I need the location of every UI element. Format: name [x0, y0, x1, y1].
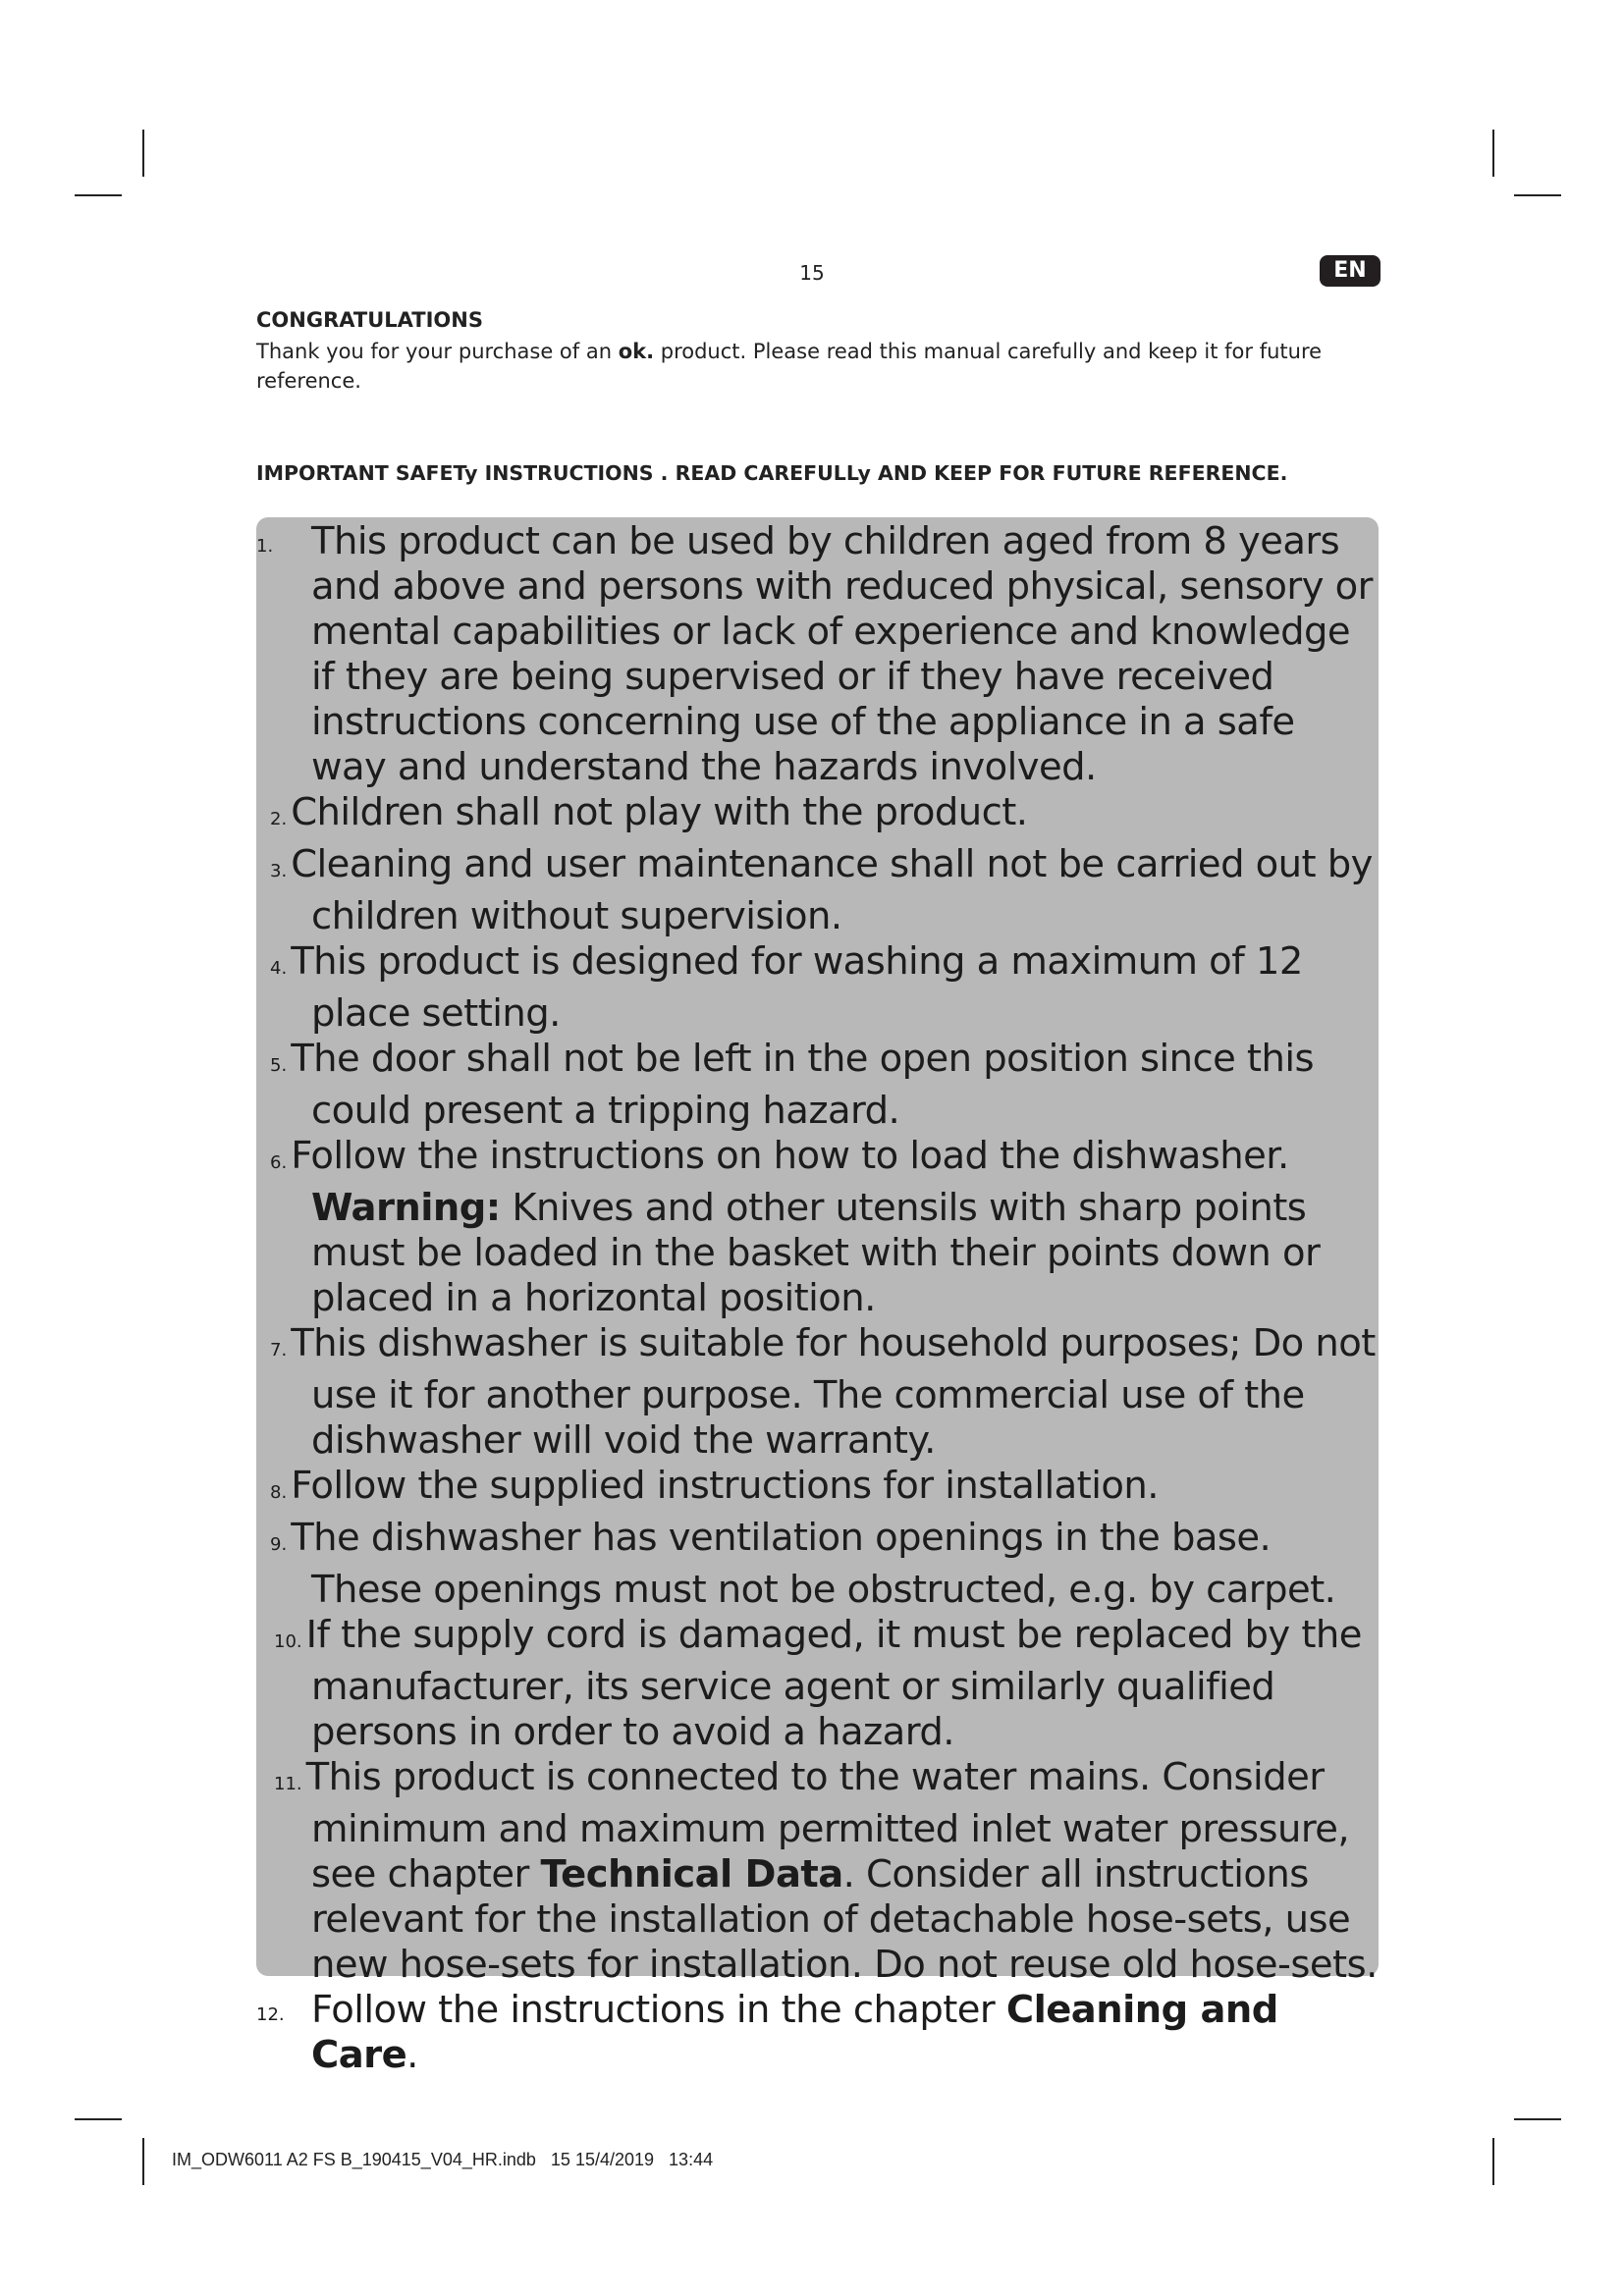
item-number: 12. — [256, 2004, 285, 2025]
intro-text: Thank you for your purchase of an ok. product. Please read this manual carefully and keep it for future reference. — [256, 340, 1323, 393]
intro-heading: CONGRATULATIONS — [256, 308, 483, 332]
slug-date: 15/4/2019 — [574, 2150, 655, 2169]
item-number: 3. — [270, 861, 288, 881]
crop-mark — [1514, 2118, 1561, 2120]
crop-mark — [75, 2118, 122, 2120]
crop-mark — [1492, 130, 1494, 177]
item-text: Follow the supplied instructions for installation. — [291, 1464, 1159, 1508]
item-text: If the supply cord is damaged, it must be replaced by the manufacturer, its service agent or similarly qualified persons in order to avoid a hazard. — [305, 1613, 1362, 1754]
safety-item-5 — [256, 1037, 1380, 1134]
chapter-reference: Technical Data — [540, 1852, 843, 1896]
safety-list — [256, 519, 1380, 2078]
item-text: The dishwasher has ventilation openings in the base. These openings must not be obstructed, e.g. by carpet. — [291, 1516, 1336, 1612]
item-text: Follow the instructions in the chapter — [311, 1988, 1006, 2032]
item-text: This product is designed for washing a maximum of 12 place setting. — [291, 939, 1303, 1036]
item-number: 5. — [270, 1055, 288, 1076]
crop-mark — [1492, 2138, 1494, 2185]
item-number: 1. — [256, 536, 274, 557]
safety-item-10 — [256, 1613, 1380, 1755]
slug-file: IM_ODW6011 A2 FS B_190415_V04_HR.indb — [172, 2150, 536, 2169]
chapter-reference: Cleaning and Care — [311, 1988, 1278, 2077]
item-text: The door shall not be left in the open position since this could present a tripping hazard. — [291, 1037, 1314, 1133]
safety-item-8 — [256, 1464, 1380, 1516]
item-text: This product can be used by children aged from 8 years and above and persons with reduced physical, sensory or mental capabilities or lack of experience and knowledge if they are being supervised or if they have received instructions concerning use of the appliance in a safe way and understand the hazards involved. — [311, 519, 1373, 789]
item-number: 6. — [270, 1152, 288, 1173]
print-slug — [172, 2150, 713, 2170]
slug-page: 15 — [550, 2150, 570, 2169]
safety-item-12 — [256, 1988, 1380, 2078]
item-text: Cleaning and user maintenance shall not be carried out by children without supervision. — [291, 842, 1373, 938]
crop-mark — [142, 130, 144, 177]
language-badge: EN — [1320, 255, 1380, 287]
slug-time: 13:44 — [669, 2150, 714, 2169]
safety-item-3 — [256, 842, 1380, 939]
item-number: 4. — [270, 958, 288, 979]
item-text: This product is connected to the water mains. Consider minimum and maximum permitted inlet water pressure, see chapter — [305, 1755, 1350, 1896]
item-number: 8. — [270, 1482, 288, 1503]
safety-item-9 — [256, 1516, 1380, 1613]
item-number: 9. — [270, 1534, 288, 1555]
item-number: 11. — [274, 1774, 302, 1794]
safety-item-2 — [256, 790, 1380, 842]
safety-item-4 — [256, 939, 1380, 1037]
warning-label: Warning: — [311, 1186, 501, 1230]
safety-item-6 — [256, 1134, 1380, 1321]
item-number: 2. — [270, 809, 288, 829]
warning-text: Knives and other utensils with sharp points must be loaded in the basket with their points down or placed in a horizontal position. — [311, 1186, 1321, 1320]
safety-heading: IMPORTANT SAFETy INSTRUCTIONS . READ CAREFULLy AND KEEP FOR FUTURE REFERENCE. — [256, 461, 1288, 485]
brand-name: ok. — [618, 340, 655, 363]
item-text: Follow the instructions on how to load the dishwasher. — [291, 1134, 1289, 1178]
item-number: 10. — [274, 1631, 302, 1652]
item-text: This dishwasher is suitable for household purposes; Do not use it for another purpose. The commercial use of the dishwasher will void the warranty. — [291, 1321, 1376, 1463]
safety-item-1 — [256, 519, 1380, 790]
safety-item-7 — [256, 1321, 1380, 1464]
page-number: 15 — [799, 261, 825, 285]
item-text: . Consider all instructions relevant for the installation of detachable hose-sets, use new hose-sets for installation. Do not reuse old hose-sets. — [311, 1852, 1378, 1987]
item-text: Children shall not play with the product. — [291, 790, 1028, 834]
crop-mark — [75, 194, 122, 196]
crop-mark — [1514, 194, 1561, 196]
item-text: . — [406, 2033, 418, 2077]
crop-mark — [142, 2138, 144, 2185]
safety-item-11 — [256, 1755, 1380, 1988]
item-number: 7. — [270, 1340, 288, 1361]
